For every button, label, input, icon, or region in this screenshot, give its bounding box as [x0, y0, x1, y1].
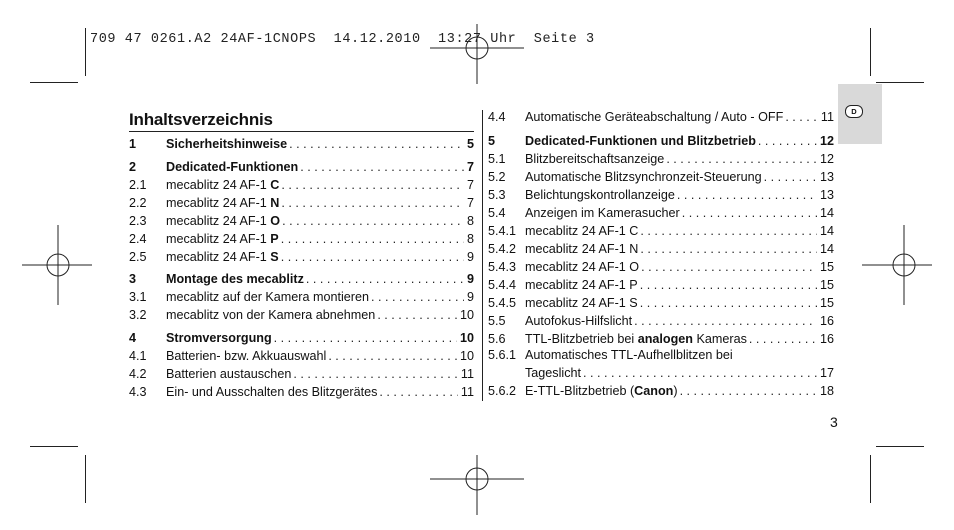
toc-entry-label: Stromversorgung [166, 331, 272, 345]
toc-left-column [129, 137, 474, 403]
toc-entry-number: 4.3 [129, 385, 147, 399]
toc-leader-dots [272, 331, 457, 345]
toc-entry [129, 178, 474, 195]
toc-entry-number: 2.2 [129, 196, 147, 210]
toc-leader-dots [280, 214, 464, 228]
toc-entry-page: 7 [466, 196, 474, 210]
toc-entry-page: 14 [819, 206, 834, 220]
toc-entry-page: 15 [819, 260, 834, 274]
toc-entry-label: Autofokus-Hilfslicht [525, 314, 633, 328]
toc-entry-number: 5.4.2 [488, 242, 517, 256]
toc-entry-label: mecablitz 24 AF-1 P [525, 278, 638, 292]
toc-entry-label: mecablitz 24 AF-1 O [166, 214, 281, 228]
toc-entry [129, 331, 474, 348]
toc-entry [488, 260, 834, 277]
toc-entry [129, 290, 474, 307]
toc-entry-label: Automatische Blitzsynchronzeit-Steuerung [525, 170, 762, 184]
toc-leader-dots [304, 272, 464, 286]
toc-entry [129, 160, 474, 177]
toc-leader-dots [638, 296, 817, 310]
toc-entry-label: Batterien austauschen [166, 367, 292, 381]
toc-entry-page: 10 [459, 349, 474, 363]
toc-leader-dots [762, 170, 817, 184]
toc-leader-dots [664, 152, 817, 166]
toc-leader-dots [377, 385, 458, 399]
toc-entry-page: 11 [460, 367, 474, 381]
toc-leader-dots [783, 110, 818, 124]
toc-leader-dots [581, 366, 817, 380]
toc-leader-dots [279, 196, 464, 210]
toc-entry-label: Anzeigen im Kamerasucher [525, 206, 680, 220]
toc-entry-number: 5.6 [488, 332, 506, 346]
crop-mark [85, 455, 86, 503]
crop-mark [30, 82, 78, 83]
toc-entry-label: mecablitz 24 AF-1 S [166, 250, 279, 264]
crop-mark [870, 28, 871, 76]
crop-mark [870, 455, 871, 503]
registration-mark-top [430, 24, 524, 84]
toc-entry-number: 4.4 [488, 110, 506, 124]
toc-entry-number: 4.2 [129, 367, 147, 381]
toc-entry-label: Belichtungskontrollanzeige [525, 188, 675, 202]
toc-entry [129, 308, 474, 325]
toc-entry-page: 11 [820, 110, 834, 124]
toc-entry-number: 5.1 [488, 152, 506, 166]
toc-entry-page: 16 [819, 332, 834, 346]
toc-entry-page: 9 [466, 272, 474, 286]
toc-right-column [488, 110, 834, 402]
toc-entry-label: TTL-Blitzbetrieb bei analogen Kameras [525, 332, 747, 346]
toc-leader-dots [675, 188, 817, 202]
crop-mark [876, 446, 924, 447]
toc-entry [488, 188, 834, 205]
toc-entry-label: Dedicated-Funktionen [166, 160, 299, 174]
toc-entry [129, 367, 474, 384]
toc-entry-page: 7 [466, 178, 474, 192]
toc-entry-page: 8 [466, 214, 474, 228]
toc-entry-number: 4 [129, 331, 137, 345]
toc-entry-number: 2.3 [129, 214, 147, 228]
toc-leader-dots [369, 290, 464, 304]
toc-leader-dots [747, 332, 817, 346]
toc-entry-number: 2.4 [129, 232, 147, 246]
toc-entry-number: 5.5 [488, 314, 506, 328]
toc-entry-number: 3.2 [129, 308, 147, 322]
toc-entry [488, 366, 834, 383]
toc-entry-number: 3 [129, 272, 137, 286]
toc-entry-page: 15 [819, 296, 834, 310]
toc-entry-page: 10 [459, 308, 474, 322]
toc-entry-number: 5.6.2 [488, 384, 517, 398]
toc-entry-number: 5.4 [488, 206, 506, 220]
toc-leader-dots [639, 260, 817, 274]
toc-entry-number: 2 [129, 160, 137, 174]
crop-mark [85, 28, 86, 76]
toc-entry [129, 272, 474, 289]
toc-entry [488, 134, 834, 151]
toc-leader-dots [632, 314, 817, 328]
crop-mark [30, 446, 78, 447]
toc-leader-dots [326, 349, 457, 363]
toc-entry [488, 332, 834, 349]
toc-entry [488, 348, 834, 365]
toc-entry-number: 5.4.3 [488, 260, 517, 274]
registration-mark-right [862, 225, 932, 305]
toc-entry-page: 14 [819, 242, 834, 256]
toc-entry-page: 14 [819, 224, 834, 238]
toc-entry-label: mecablitz 24 AF-1 N [166, 196, 280, 210]
toc-entry-number: 3.1 [129, 290, 147, 304]
toc-entry-label: mecablitz auf der Kamera montieren [166, 290, 369, 304]
toc-leader-dots [638, 224, 817, 238]
column-divider [482, 110, 483, 401]
toc-entry [488, 110, 834, 127]
toc-entry-label: mecablitz 24 AF-1 O [525, 260, 640, 274]
page-number: 3 [830, 414, 838, 430]
toc-entry-number: 4.1 [129, 349, 147, 363]
title-rule [129, 131, 474, 132]
toc-entry-page: 9 [466, 290, 474, 304]
toc-entry [129, 232, 474, 249]
toc-entry-page: 13 [819, 188, 834, 202]
toc-leader-dots [287, 137, 464, 151]
print-header-line: 709 47 0261.A2 24AF-1CNOPS 14.12.2010 13:27 Uhr Seite 3 [90, 32, 595, 47]
toc-entry [488, 278, 834, 295]
toc-entry-page: 12 [819, 134, 834, 148]
toc-entry-number: 2.5 [129, 250, 147, 264]
toc-entry-page: 5 [466, 137, 474, 151]
toc-entry-label: Montage des mecablitz [166, 272, 304, 286]
toc-entry-label: Sicherheitshinweise [166, 137, 288, 151]
toc-entry-label: mecablitz 24 AF-1 N [525, 242, 639, 256]
toc-leader-dots [375, 308, 457, 322]
toc-entry-page: 10 [459, 331, 474, 345]
toc-entry [488, 384, 834, 401]
toc-entry-number: 5.3 [488, 188, 506, 202]
toc-entry-number: 2.1 [129, 178, 147, 192]
toc-leader-dots [298, 160, 464, 174]
toc-leader-dots [638, 278, 817, 292]
toc-entry-label: Automatische Geräteabschaltung / Auto - OFF [525, 110, 784, 124]
toc-leader-dots [756, 134, 817, 148]
toc-entry [488, 314, 834, 331]
toc-entry-page: 13 [819, 170, 834, 184]
toc-leader-dots [279, 178, 464, 192]
language-badge: D [845, 105, 863, 118]
toc-leader-dots [279, 232, 464, 246]
toc-entry-label: Blitzbereitschaftsanzeige [525, 152, 665, 166]
toc-entry-label: mecablitz 24 AF-1 S [525, 296, 638, 310]
toc-entry-number: 5.4.4 [488, 278, 517, 292]
toc-entry [488, 206, 834, 223]
toc-entry-page: 11 [460, 385, 474, 399]
crop-mark [876, 82, 924, 83]
toc-entry-number: 5.4.1 [488, 224, 517, 238]
toc-entry-page: 12 [819, 152, 834, 166]
toc-entry-label: mecablitz von der Kamera abnehmen [166, 308, 376, 322]
toc-entry-page: 18 [819, 384, 834, 398]
toc-entry-page: 17 [819, 366, 834, 380]
toc-entry [488, 242, 834, 259]
toc-entry-page: 7 [466, 160, 474, 174]
toc-entry-page: 16 [819, 314, 834, 328]
toc-entry-page: 8 [466, 232, 474, 246]
toc-entry [488, 296, 834, 313]
toc-leader-dots [279, 250, 464, 264]
toc-entry-label: mecablitz 24 AF-1 P [166, 232, 279, 246]
toc-leader-dots [680, 206, 817, 220]
toc-leader-dots [638, 242, 817, 256]
toc-entry-label: Ein- und Ausschalten des Blitzgerätes [166, 385, 378, 399]
toc-entry-number: 1 [129, 137, 137, 151]
toc-entry-number: 5.6.1 [488, 348, 517, 362]
toc-entry [488, 152, 834, 169]
registration-mark-bottom [430, 455, 524, 515]
toc-entry [129, 385, 474, 402]
toc-entry [129, 250, 474, 267]
toc-entry [488, 224, 834, 241]
toc-entry-label: Batterien- bzw. Akkuauswahl [166, 349, 327, 363]
toc-entry-page: 9 [466, 250, 474, 264]
toc-entry-label: Tageslicht [525, 366, 582, 380]
toc-entry-label: Automatisches TTL-Aufhellblitzen bei [525, 348, 733, 362]
registration-mark-left [22, 225, 92, 305]
toc-leader-dots [291, 367, 458, 381]
toc-entry-number: 5.2 [488, 170, 506, 184]
toc-entry-label: mecablitz 24 AF-1 C [166, 178, 280, 192]
toc-entry [129, 196, 474, 213]
toc-entry [129, 214, 474, 231]
toc-entry [488, 170, 834, 187]
toc-entry [129, 137, 474, 154]
toc-entry-number: 5 [488, 134, 496, 148]
toc-entry-page: 15 [819, 278, 834, 292]
toc-title: Inhaltsverzeichnis [129, 110, 273, 129]
toc-entry-number: 5.4.5 [488, 296, 517, 310]
toc-entry-label: Dedicated-Funktionen und Blitzbetrieb [525, 134, 756, 148]
toc-entry-label: E-TTL-Blitzbetrieb (Canon) [525, 384, 678, 398]
toc-leader-dots [678, 384, 817, 398]
toc-entry-label: mecablitz 24 AF-1 C [525, 224, 639, 238]
toc-entry [129, 349, 474, 366]
